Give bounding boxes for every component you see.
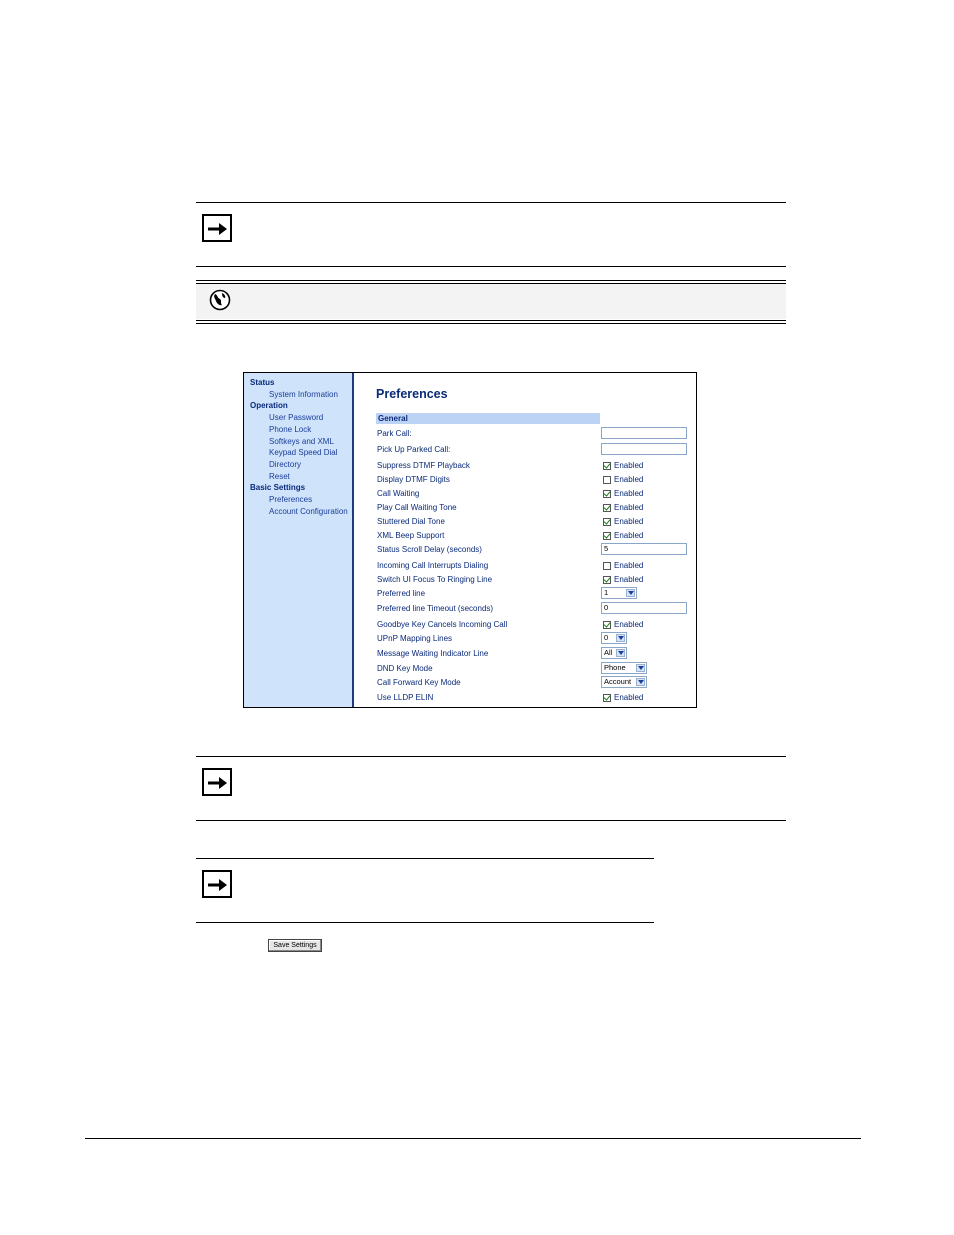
form-row-label: Status Scroll Delay (seconds): [377, 545, 482, 554]
globe-bottom-rule: [196, 320, 786, 321]
enabled-label: Enabled: [614, 575, 644, 584]
dropdown-select[interactable]: [601, 662, 647, 674]
form-row: [377, 662, 697, 676]
form-row-label: Call Forward Key Mode: [377, 678, 461, 687]
enabled-label: Enabled: [614, 489, 644, 498]
sidebar-item[interactable]: Phone Lock: [269, 424, 312, 434]
enabled-label: Enabled: [614, 620, 644, 629]
form-row-label: XML Beep Support: [377, 531, 445, 540]
enabled-label: Enabled: [614, 561, 644, 570]
form-row-label: Call Waiting: [377, 489, 420, 498]
form-row: [377, 573, 697, 587]
arrow-right-icon: [202, 214, 232, 242]
sidebar-item[interactable]: Keypad Speed Dial: [269, 448, 338, 458]
form-row: [377, 501, 697, 515]
note2-top-rule: [196, 756, 786, 757]
enabled-checkbox[interactable]: [603, 621, 611, 629]
form-row-label: Message Waiting Indicator Line: [377, 649, 489, 658]
form-row-label: Incoming Call Interrupts Dialing: [377, 561, 489, 570]
note-top-rule: [196, 202, 786, 203]
dropdown-value: All: [604, 648, 613, 657]
enabled-checkbox[interactable]: [603, 562, 611, 570]
note2-bottom-rule: [196, 820, 786, 821]
form-row: [377, 618, 697, 632]
sidebar-item[interactable]: Reset: [269, 471, 290, 481]
enabled-checkbox[interactable]: [603, 518, 611, 526]
form-row-label: Use LLDP ELIN: [377, 693, 434, 702]
form-row-label: DND Key Mode: [377, 664, 433, 673]
sidebar-item[interactable]: Softkeys and XML: [269, 436, 334, 446]
preferences-main: [354, 373, 696, 707]
arrow-right-icon: [202, 870, 232, 898]
text-input[interactable]: [601, 443, 687, 455]
chevron-down-icon[interactable]: [626, 589, 635, 597]
enabled-checkbox[interactable]: [603, 532, 611, 540]
enabled-checkbox[interactable]: [603, 462, 611, 470]
dropdown-select[interactable]: [601, 647, 627, 659]
form-row: [377, 587, 697, 601]
page-title: Preferences: [376, 387, 448, 401]
form-row-label: Suppress DTMF Playback: [377, 461, 470, 470]
dropdown-select[interactable]: [601, 587, 637, 599]
form-row: [377, 427, 697, 441]
form-row: [377, 515, 697, 529]
form-row: [377, 443, 697, 457]
enabled-checkbox[interactable]: [603, 694, 611, 702]
note-bottom-rule: [196, 266, 786, 267]
sidebar-item[interactable]: Preferences: [269, 495, 313, 505]
globe-top-rule-2: [196, 283, 786, 284]
form-row-label: Preferred line: [377, 589, 426, 598]
form-row: [377, 487, 697, 501]
chevron-down-icon[interactable]: [636, 664, 645, 672]
form-row-label: Pick Up Parked Call:: [377, 445, 451, 454]
form-row: [377, 632, 697, 646]
sidebar-section: Status: [250, 378, 275, 387]
save-settings-button[interactable]: Save Settings: [268, 939, 322, 952]
dropdown-value: Account: [604, 677, 632, 686]
form-row-label: Preferred line Timeout (seconds): [377, 604, 494, 613]
enabled-checkbox[interactable]: [603, 476, 611, 484]
form-row: [377, 459, 697, 473]
form-row-label: Park Call:: [377, 429, 412, 438]
sidebar-item[interactable]: User Password: [269, 413, 324, 423]
chevron-down-icon[interactable]: [616, 634, 625, 642]
text-input[interactable]: [601, 427, 687, 439]
dropdown-select[interactable]: [601, 676, 647, 688]
enabled-label: Enabled: [614, 693, 644, 702]
enabled-checkbox[interactable]: [603, 504, 611, 512]
form-row: [377, 676, 697, 690]
sidebar-section: Operation: [250, 401, 288, 411]
arrow-right-icon: [202, 768, 232, 796]
enabled-label: Enabled: [614, 503, 644, 512]
note3-top-rule: [196, 858, 654, 859]
form-row: [377, 559, 697, 573]
form-row: [377, 529, 697, 543]
text-input[interactable]: 0: [601, 602, 687, 614]
globe-bottom-rule-2: [196, 323, 786, 324]
form-row: [377, 473, 697, 487]
form-row-label: Stuttered Dial Tone: [377, 517, 445, 526]
general-section-header: General: [376, 413, 600, 424]
globe-note-band: [196, 283, 786, 319]
preferences-screenshot: [243, 372, 697, 708]
sidebar-nav: [244, 373, 354, 707]
form-row-label: Display DTMF Digits: [377, 475, 450, 484]
dropdown-value: 1: [604, 588, 609, 597]
globe-top-rule: [196, 280, 786, 281]
enabled-label: Enabled: [614, 517, 644, 526]
chevron-down-icon[interactable]: [616, 649, 625, 657]
enabled-label: Enabled: [614, 531, 644, 540]
sidebar-item[interactable]: System Information: [269, 389, 338, 399]
enabled-checkbox[interactable]: [603, 490, 611, 498]
sidebar-item[interactable]: Directory: [269, 459, 302, 469]
enabled-checkbox[interactable]: [603, 576, 611, 584]
enabled-label: Enabled: [614, 461, 644, 470]
form-row-label: Goodbye Key Cancels Incoming Call: [377, 620, 508, 629]
globe-icon: [209, 289, 231, 311]
form-row-label: Switch UI Focus To Ringing Line: [377, 575, 493, 584]
text-input[interactable]: 5: [601, 543, 687, 555]
dropdown-value: 0: [604, 633, 609, 642]
form-row: [377, 602, 697, 616]
dropdown-value: Phone: [604, 663, 626, 672]
form-row-label: Play Call Waiting Tone: [377, 503, 457, 512]
footer-rule: [85, 1138, 861, 1139]
form-row: [377, 691, 697, 705]
chevron-down-icon[interactable]: [636, 678, 645, 686]
note3-bottom-rule: [196, 922, 654, 923]
form-row: [377, 543, 697, 557]
sidebar-item[interactable]: Account Configuration: [269, 506, 348, 516]
sidebar-section: Basic Settings: [250, 483, 306, 493]
enabled-label: Enabled: [614, 475, 644, 484]
form-row: [377, 647, 697, 661]
dropdown-select[interactable]: [601, 632, 627, 644]
form-row-label: UPnP Mapping Lines: [377, 634, 453, 643]
